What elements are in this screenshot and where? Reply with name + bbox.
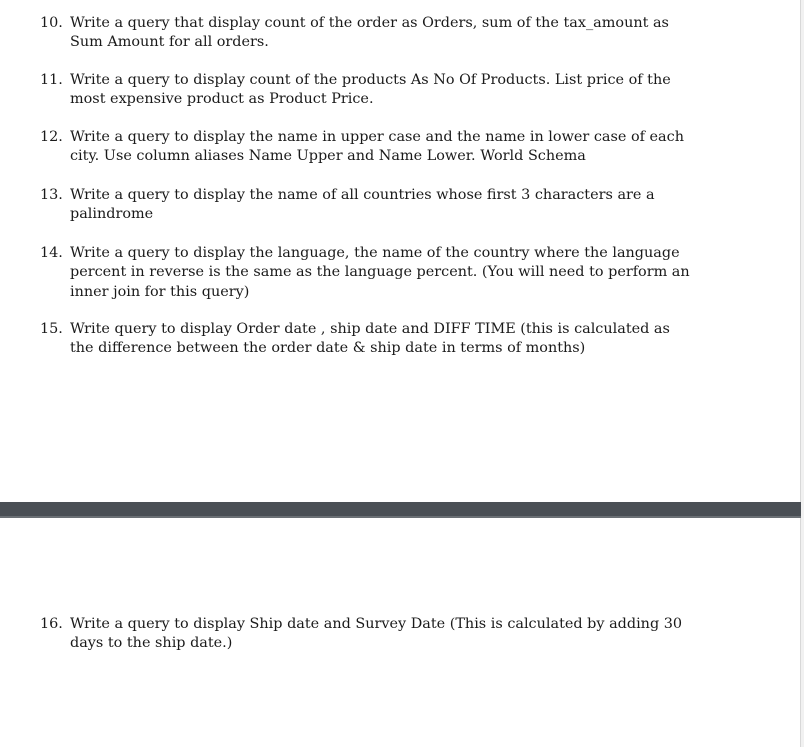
- question-10: [40, 14, 720, 53]
- question-number: 12.: [40, 129, 63, 145]
- question-number: 13.: [40, 187, 63, 203]
- question-text: Write query to display Order date , ship date and DIFF TIME (this is calculated as the difference between the order date & ship date in terms of months): [70, 321, 670, 357]
- question-11: [40, 71, 720, 110]
- question-number: 14.: [40, 245, 63, 261]
- question-text: Write a query to display the name in upper case and the name in lower case of each city. Use column aliases Name Upper and Name Lower. World Schema: [70, 129, 684, 165]
- question-14: [40, 244, 720, 302]
- question-16: [40, 615, 720, 654]
- question-13: [40, 186, 720, 225]
- document-page-2: [0, 518, 801, 747]
- question-number: 16.: [40, 616, 63, 632]
- question-15: [40, 320, 720, 359]
- question-number: 15.: [40, 321, 63, 337]
- question-text: Write a query that display count of the order as Orders, sum of the tax_amount as Sum Amount for all orders.: [70, 15, 669, 51]
- question-12: [40, 128, 720, 167]
- question-text: Write a query to display Ship date and Survey Date (This is calculated by adding 30 days to the ship date.): [70, 616, 683, 652]
- question-number: 11.: [40, 72, 63, 88]
- question-text: Write a query to display the language, the name of the country where the language percent in reverse is the same as the language percent. (You will need to perform an inner join for this query): [70, 245, 690, 300]
- question-text: Write a query to display the name of all countries whose first 3 characters are a palindrome: [70, 187, 655, 223]
- question-text: Write a query to display count of the products As No Of Products. List price of the most expensive product as Product Price.: [70, 72, 671, 108]
- page-separator: [0, 502, 804, 518]
- question-number: 10.: [40, 15, 63, 31]
